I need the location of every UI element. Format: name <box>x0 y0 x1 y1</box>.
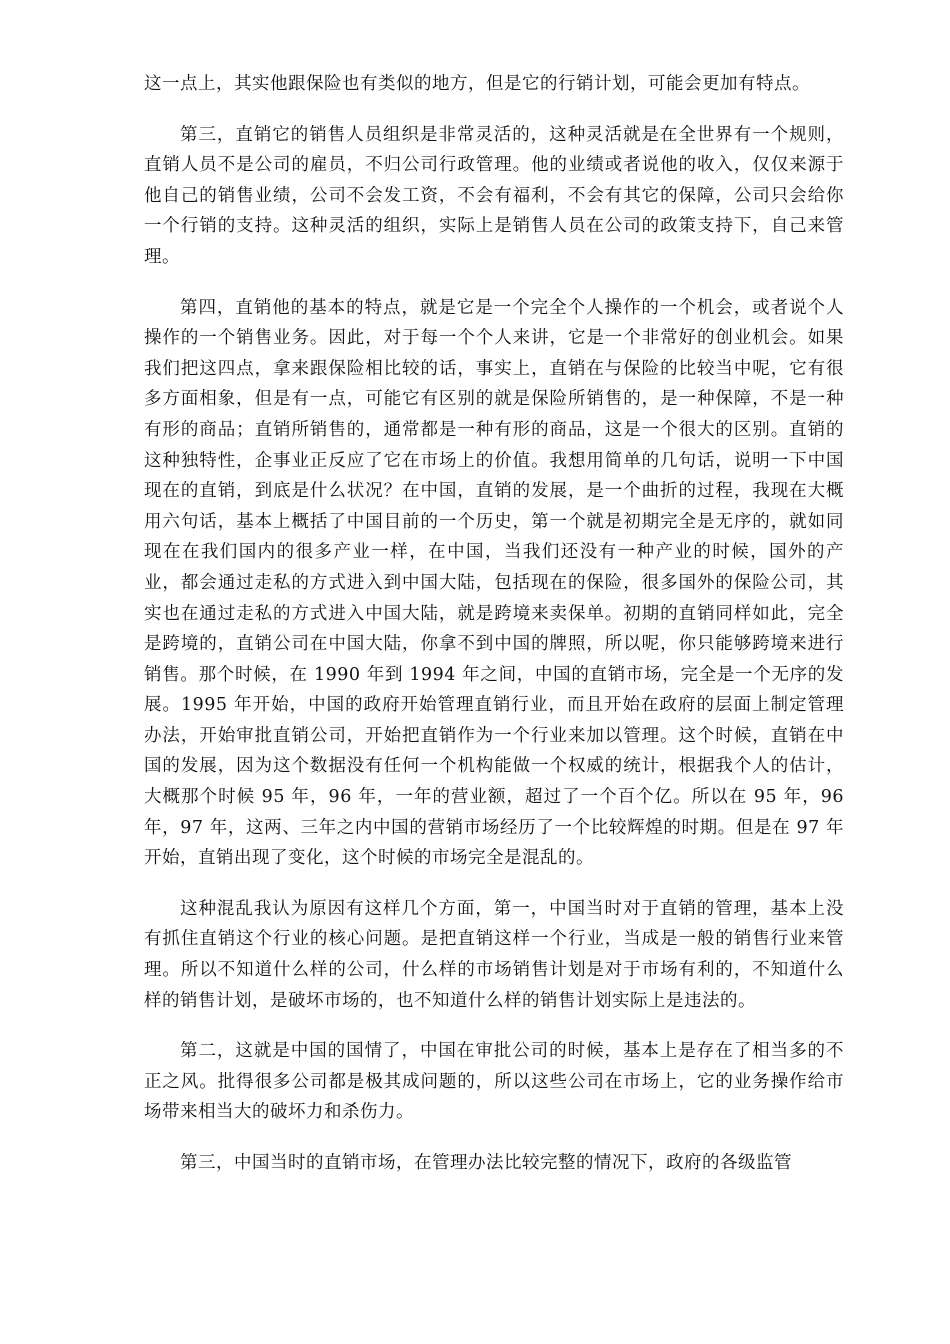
paragraph-third-point: 第三，直销它的销售人员组织是非常灵活的，这种灵活就是在全世界有一个规则，直销人员不是公司的雇员，不归公司行政管理。他的业绩或者说他的收入，仅仅来源于他自己的销售业绩，公司不会发工资，不会有福利，不会有其它的保障，公司只会给你一个行销的支持。这种灵活的组织，实际上是销售人员在公司的政策支持下，自己来管理。 <box>144 124 844 267</box>
paragraph-fourth-point: 第四，直销他的基本的特点，就是它是一个完全个人操作的一个机会，或者说个人操作的一个销售业务。因此，对于每一个个人来讲，它是一个非常好的创业机会。如果我们把这四点，拿来跟保险相比较的话，事实上，直销在与保险的比较当中呢，它有很多方面相象，但是有一点，可能它有区别的就是保险所销售的，是一种保障，不是一种有形的商品；直销所销售的，通常都是一种有形的商品，这是一个很大的区别。直销的这种独特性，企事业正反应了它在市场上的价值。我想用简单的几句话，说明一下中国现在的直销，到底是什么状况？在中国，直销的发展，是一个曲折的过程，我现在大概用六句话，基本上概括了中国目前的一个历史，第一个就是初期完全是无序的，就如同现在在我们国内的很多产业一样，在中国，当我们还没有一种产业的时候，国外的产业，都会通过走私的方式进入到中国大陆，包括现在的保险，很多国外的保险公司，其实也在通过走私的方式进入中国大陆，就是跨境来卖保单。初期的直销同样如此，完全是跨境的，直销公司在中国大陆，你拿不到中国的牌照，所以呢，你只能够跨境来进行销售。那个时候，在 1990 年到 1994 年之间，中国的直销市场，完全是一个无序的发展。1995 年开始，中国的政府开始管理直销行业，而且开始在政府的层面上制定管理办法，开始审批直销公司，开始把直销作为一个行业来加以管理。这个时候，直销在中国的发展，因为这个数据没有任何一个机构能做一个权威的统计，根据我个人的估计，大概那个时候 95 年，96 年，一年的营业额，超过了一个百个亿。所以在 95 年，96 年，97 年，这两、三年之内中国的营销市场经历了一个比较辉煌的时期。但是在 97 年开始，直销出现了变化，这个时候的市场完全是混乱的。 <box>144 297 844 869</box>
paragraph-reason-two: 第二，这就是中国的国情了，中国在审批公司的时候，基本上是存在了相当多的不正之风。批得很多公司都是极其成问题的，所以这些公司在市场上，它的业务操作给市场带来相当大的破坏力和杀伤力。 <box>144 1041 844 1123</box>
paragraph-chaos-reasons: 这种混乱我认为原因有这样几个方面，第一，中国当时对于直销的管理，基本上没有抓住直销这个行业的核心问题。是把直销这样一个行业，当成是一般的销售行业来管理。所以不知道什么样的公司，什么样的市场销售计划是对于市场有利的，不知道什么样的销售计划，是破坏市场的，也不知道什么样的销售计划实际上是违法的。 <box>144 898 844 1011</box>
paragraph-continuation: 这一点上，其实他跟保险也有类似的地方，但是它的行销计划，可能会更加有特点。 <box>144 74 810 94</box>
paragraph-reason-three: 第三，中国当时的直销市场，在管理办法比较完整的情况下，政府的各级监管 <box>180 1153 792 1173</box>
document-body <box>144 69 844 1199</box>
